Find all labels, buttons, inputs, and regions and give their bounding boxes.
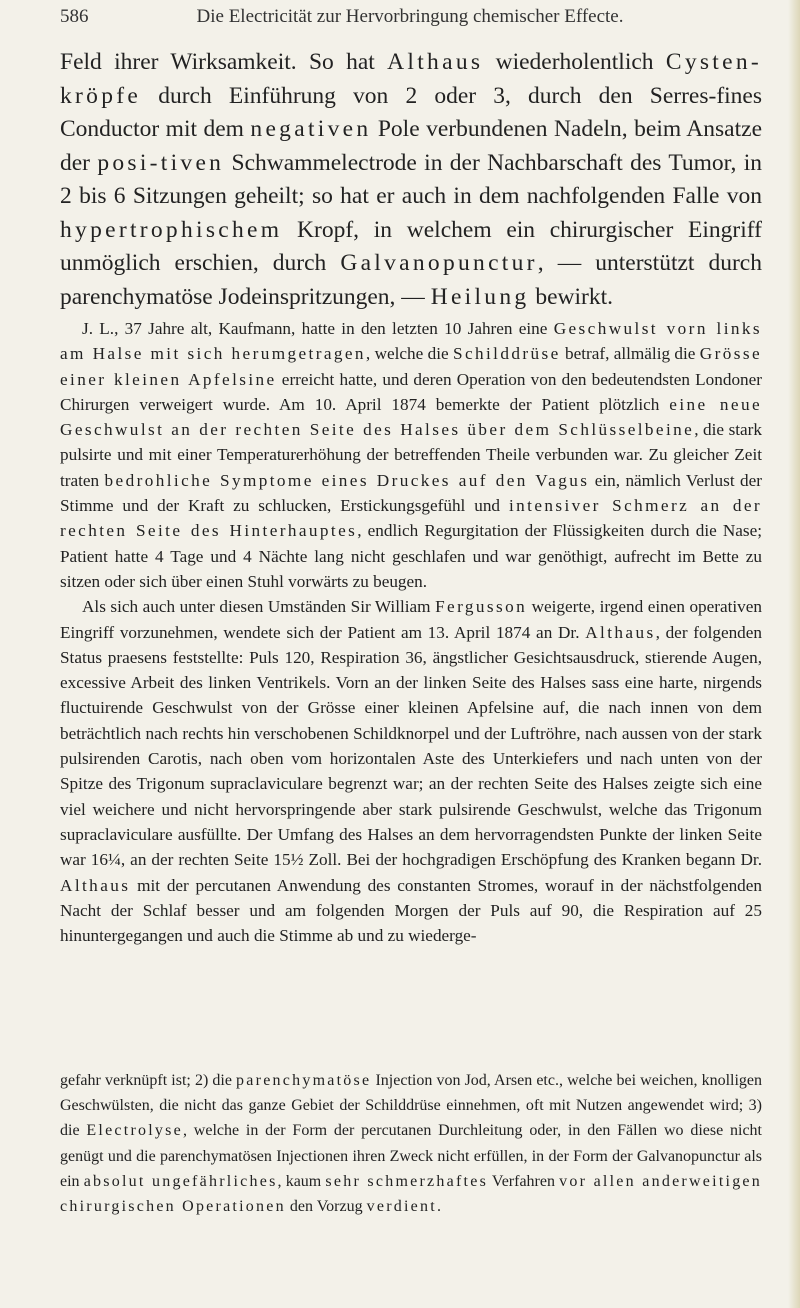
main-text — [60, 46, 762, 948]
spaced-emphasis: bedrohliche Symptome eines Druckes auf den Vagus — [104, 470, 590, 490]
text-run: , der folgenden Status praesens feststellte: Puls 120, Respiration 36, ängstlicher Gesichtsausdruck, stierende Augen, excessive Arbeit des linken Ventrikels. Vorn an der linken Seite des Halses sass eine harte, nirgends fluctuirende Geschwulst von der Grösse einer kleinen Apfelsine auf, die nach innen von dem beträchtlich nach rechts hin verschobenen Schildknorpel und der Luftröhre, nach aussen von der stark pulsirenden Carotis, nach oben vom horizontalen Aste des Unterkiefers und nach unten von der Spitze des Trigonum supraclaviculare begrenzt war; an der rechten Seite des Halses zeigte sich eine viel weichere und nicht hervorspringende aber stark pulsirende Geschwulst, welche das Trigonum supraclaviculare ausfüllte. Der Umfang des Halses an dem hervorragendsten Punkte der linken Seite war 16¼, an der rechten Seite 15½ Zoll. Bei der hochgradigen Erschöpfung des Kranken begann Dr. — [60, 622, 762, 870]
spaced-emphasis: Schilddrüse — [452, 344, 561, 364]
text-run: ein, nämlich Verlust der Stimme und der Kraft zu schlucken, Erstickungsgefühl und — [60, 470, 762, 516]
text-run: , endlich Regurgitation der Flüssigkeiten durch die Nase; Patient hatte 4 Tage und 4 Nächte lang nicht geschlafen und war genöthigt, aufrecht im Bette zu sitzen oder sich über einen Stuhl vorwärts zu beugen. — [60, 521, 762, 591]
text-run: Feld ihrer Wirksamkeit. So hat — [60, 49, 388, 75]
text-run: Kropf, in welchem ein chirurgischer Eingriff unmöglich erschien, durch — [60, 216, 762, 276]
spaced-emphasis: Galvanopunctur — [340, 250, 538, 276]
text-run: Verfahren — [488, 1172, 560, 1190]
spaced-emphasis: Althaus — [585, 622, 656, 642]
spaced-emphasis: intensiver Schmerz an der rechten Seite des Hinterhauptes — [60, 496, 762, 541]
spaced-emphasis: eine neue Geschwulst an der rechten Seite des Halses über dem Schlüsselbeine — [60, 394, 762, 440]
text-run: bewirkt. — [529, 283, 613, 310]
page-number: 586 — [60, 6, 89, 27]
text-run: erreicht hatte, und deren Operation von den bedeutendsten Londoner Chirurgen verweigert wurde. Am 10. April 1874 bemerkte der Patient plötzlich — [60, 369, 762, 414]
spaced-emphasis: Grösse einer kleinen Apfelsine — [60, 344, 762, 389]
text-run: , welche in der Form der percutanen Durchleitung oder, in den Fällen wo diese nicht genügt und die parenchymatösen Injectionen ihren Zweck nicht erfüllen, in der Form der Galvanopunctur als ein — [60, 1122, 763, 1190]
footnote-text — [60, 1068, 762, 1219]
text-run: betraf, allmälig die — [560, 344, 700, 364]
text-run: Pole verbundenen Nadeln, beim Ansatze der — [60, 116, 762, 176]
spaced-emphasis: vor allen anderweitigen chirurgischen Operationen — [60, 1172, 763, 1216]
text-run: durch Einführung von 2 oder 3, durch den Serres-fines Conductor mit dem — [60, 82, 762, 142]
text-run: J. L., 37 Jahre alt, Kaufmann, hatte in den letzten 10 Jahren eine — [82, 319, 554, 338]
text-run: , — unterstützt durch parenchymatöse Jodeinspritzungen, — — [60, 250, 762, 310]
spaced-emphasis: sehr schmerzhaftes — [325, 1172, 489, 1190]
spaced-emphasis: posi-tiven — [97, 149, 225, 176]
text-run: , kaum — [277, 1172, 326, 1190]
text-run: . — [436, 1198, 441, 1216]
spaced-emphasis: Electrolyse — [86, 1122, 183, 1140]
text-run: Als sich auch unter diesen Umständen Sir William — [82, 597, 436, 617]
text-run: mit der percutanen Anwendung des constanten Stromes, worauf in der nächstfolgenden Nacht der Schlaf besser und am folgenden Morgen der Puls auf 90, die Respiration auf 25 hinuntergegangen und auch die Stimme ab und zu wiederge- — [60, 875, 762, 946]
footnote — [60, 1068, 762, 1219]
text-run: Injection von Jod, Arsen etc., welche bei weichen, knolligen Geschwülsten, die nicht das ganze Gebiet der Schilddrüse einnehmen, oft mit Nutzen angewendet wird; 3) die — [60, 1072, 763, 1140]
text-run: den Vorzug — [285, 1198, 367, 1216]
page-edge-shadow — [788, 0, 800, 1308]
page-header — [60, 6, 760, 40]
paragraph-status-praesens — [60, 594, 762, 948]
spaced-emphasis: Geschwulst vorn links am Halse mit sich herumgetragen — [60, 319, 762, 364]
spaced-emphasis: Heilung — [430, 283, 530, 310]
running-title: Die Electricität zur Hervorbringung chemischer Effecte. — [196, 6, 624, 27]
text-run: gefahr verknüpft ist; 2) die — [60, 1072, 237, 1089]
spaced-emphasis: parenchymatöse — [236, 1072, 372, 1089]
spaced-emphasis: Cysten-kröpfe — [60, 49, 762, 109]
spaced-emphasis: hypertrophischem — [60, 216, 283, 243]
spaced-emphasis: Althaus — [60, 875, 131, 895]
paragraph-case-history — [60, 316, 762, 594]
spaced-emphasis: verdient — [366, 1198, 437, 1216]
spaced-emphasis: Fergusson — [435, 597, 528, 617]
spaced-emphasis: absolut ungefährliches — [83, 1172, 278, 1190]
text-run: , die stark pulsirte und mit einer Temperaturerhöhung der betreffenden Theile verbunden war. Zu gleicher Zeit traten — [60, 420, 762, 490]
spaced-emphasis: negativen — [250, 116, 372, 142]
spaced-emphasis: Althaus — [387, 49, 484, 75]
text-run: weigerte, irgend einen operativen Eingriff vorzunehmen, wendete sich der Patient am 13. April 1874 an Dr. — [60, 597, 762, 642]
text-run: wiederholentlich — [483, 49, 666, 75]
text-run: , welche die — [365, 344, 453, 364]
paragraph-intro — [60, 46, 762, 314]
text-run: Schwammelectrode in der Nachbarschaft des Tumor, in 2 bis 6 Sitzungen geheilt; so hat er auch in dem nachfolgenden Falle von — [60, 149, 762, 209]
